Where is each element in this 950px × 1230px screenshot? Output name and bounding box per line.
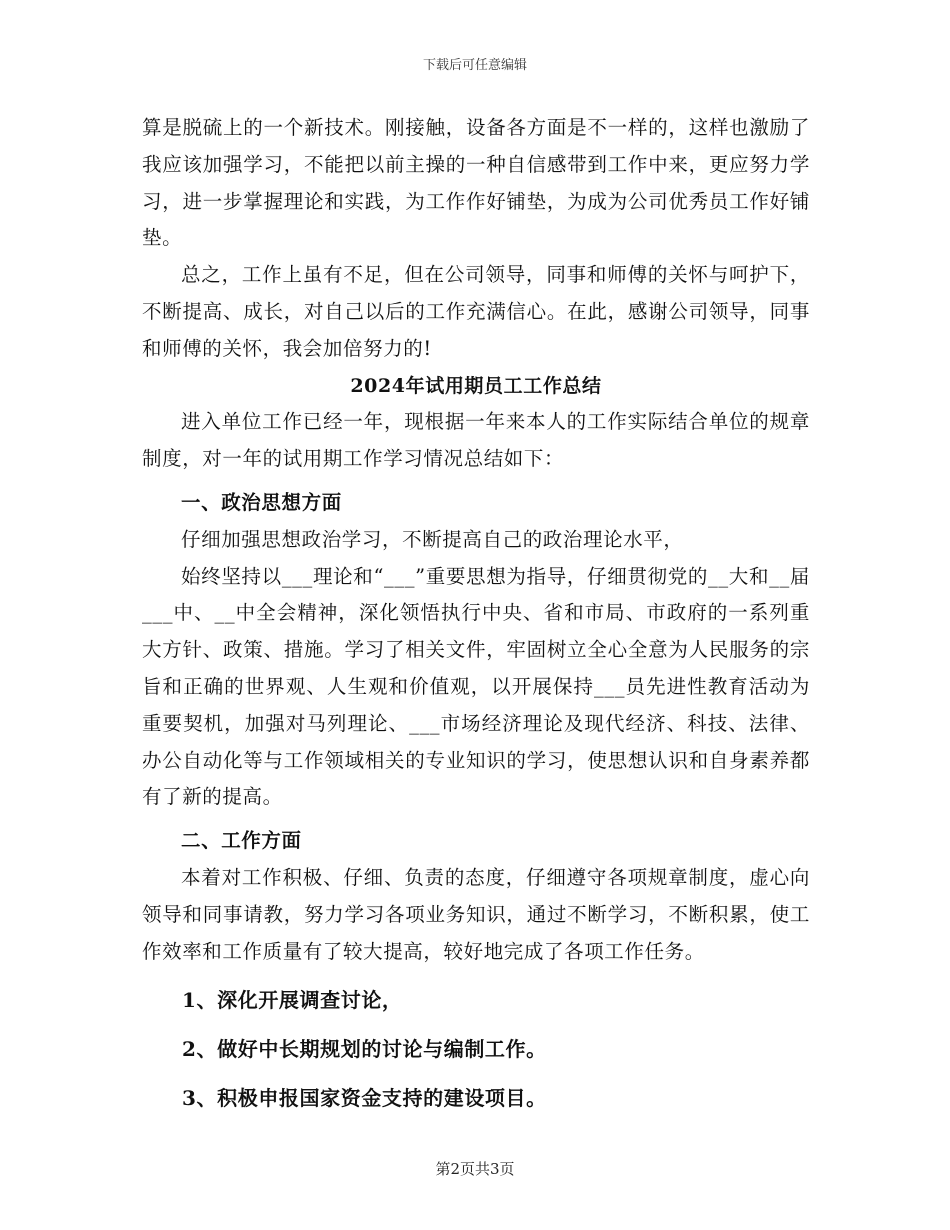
list-item: 2、做好中长期规划的讨论与编制工作。 bbox=[182, 1037, 547, 1062]
paragraph-summary: 总之，工作上虽有不足，但在公司领导，同事和师傅的关怀与呵护下，不断提高、成长，对自己以后的工作充满信心。在此，感谢公司领导，同事和师傅的关怀，我会加倍努力的! bbox=[142, 263, 810, 360]
paragraph-work-1: 本着对工作积极、仔细、负责的态度，仔细遵守各项规章制度，虚心向领导和同事请教，努力学习各项业务知识，通过不断学习，不断积累，使工作效率和工作质量有了较大提高，较好地完成了各项工作任务。 bbox=[142, 865, 810, 963]
document-title: 2024年试用期员工工作总结 bbox=[350, 374, 602, 397]
paragraph-continued: 算是脱硫上的一个新技术。刚接触，设备各方面是不一样的，这样也激励了我应该加强学习，不能把以前主操的一种自信感带到工作中来，更应努力学习，进一步掌握理论和实践，为工作作好铺垫，为成为公司优秀员工作好铺垫。 bbox=[142, 116, 810, 250]
section-heading-politics: 一、政治思想方面 bbox=[181, 490, 342, 514]
paragraph-politics-2: 始终坚持以___理论和“___”重要思想为指导，仔细贯彻党的__大和__届___中、__中全会精神，深化领悟执行中央、省和市局、市政府的一系列重大方针、政策、措施。学习了相关文件，牢固树立全心全意为人民服务的宗旨和正确的世界观、人生观和价值观，以开展保持___员先进性教育活动为重要契机，加强对马列理论、___市场经济理论及现代经济、科技、法律、办公自动化等与工作领域相关的专业知识的学习，使思想认识和自身素养都有了新的提高。 bbox=[142, 564, 810, 809]
paragraph-intro: 进入单位工作已经一年，现根据一年来本人的工作实际结合单位的规章制度，对一年的试用期工作学习情况总结如下： bbox=[142, 410, 810, 471]
document-body bbox=[142, 110, 810, 1117]
page-header: 下载后可任意编辑 bbox=[422, 58, 527, 73]
section-heading-work: 二、工作方面 bbox=[181, 829, 302, 853]
page-number: 第2页共3页 bbox=[435, 1160, 515, 1178]
paragraph-politics-1: 仔细加强思想政治学习，不断提高自己的政治理论水平， bbox=[181, 527, 684, 551]
list-item: 1、深化开展调查讨论， bbox=[182, 988, 403, 1013]
list-item: 3、积极申报国家资金支持的建设项目。 bbox=[182, 1085, 547, 1110]
